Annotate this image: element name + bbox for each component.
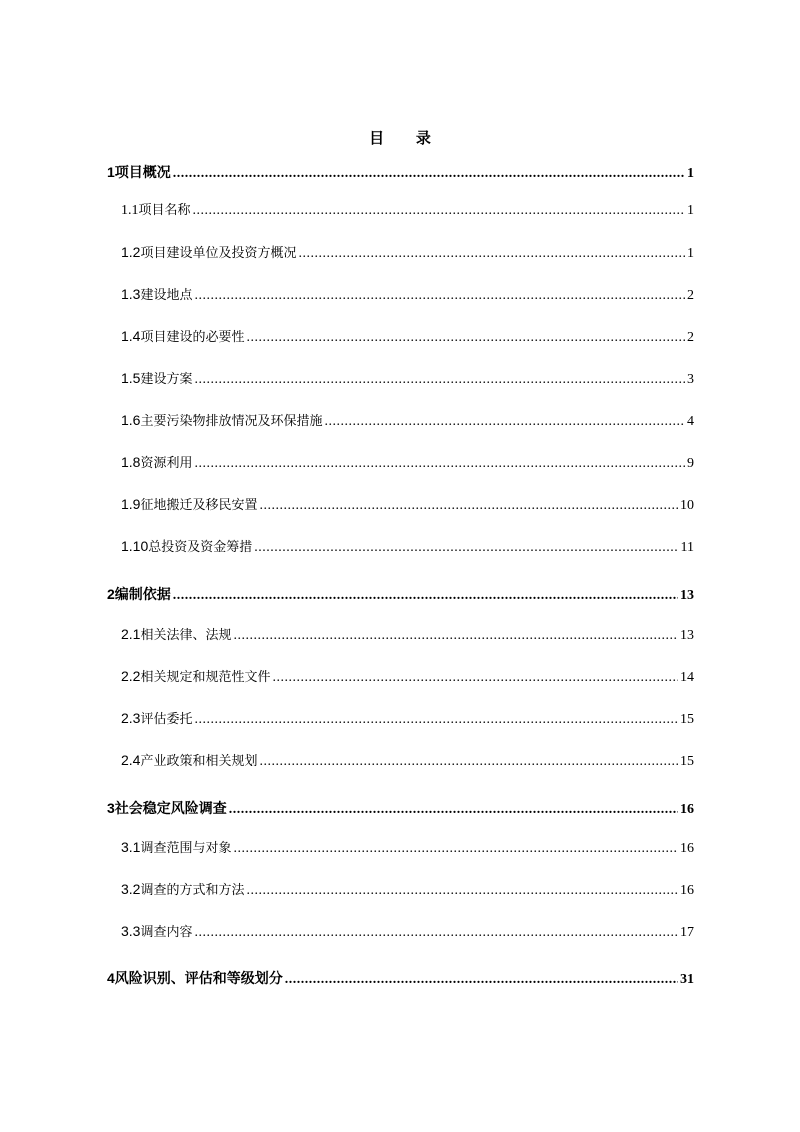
toc-entry-page: 16 <box>680 802 694 817</box>
toc-entry[interactable] <box>121 879 694 899</box>
toc-entry-page: 4 <box>687 414 694 429</box>
toc-entry-number: 1.10 <box>121 538 149 554</box>
toc-entry[interactable] <box>121 242 694 262</box>
toc-entry[interactable] <box>121 624 694 644</box>
toc-leader-dots <box>194 923 678 943</box>
toc-entry-page: 3 <box>687 372 694 387</box>
toc-leader-dots <box>298 244 685 264</box>
toc-entry[interactable] <box>121 750 694 770</box>
toc-entry[interactable] <box>121 410 694 430</box>
toc-entry-number: 1.6 <box>121 412 141 428</box>
toc-leader-dots <box>233 626 678 646</box>
toc-entry-number: 1.5 <box>121 370 141 386</box>
toc-entry[interactable] <box>121 201 694 221</box>
toc-entry-page: 15 <box>680 712 694 727</box>
toc-entry-label: 调查内容 <box>140 925 193 940</box>
toc-entry[interactable] <box>107 798 694 818</box>
toc-entry-page: 1 <box>687 166 694 181</box>
toc-entry[interactable] <box>107 968 694 988</box>
toc-entry-label: 调查的方式和方法 <box>140 883 245 898</box>
toc-entry-number: 3.1 <box>121 839 141 855</box>
toc-entry-number: 1.1 <box>121 203 139 218</box>
toc-entry-label: 调查范围与对象 <box>140 841 232 856</box>
toc-entry[interactable] <box>121 536 694 556</box>
toc-leader-dots <box>259 496 678 516</box>
toc-leader-dots <box>194 370 685 390</box>
toc-leader-dots <box>246 328 685 348</box>
toc-entry-page: 10 <box>680 498 694 513</box>
toc-entry[interactable] <box>121 452 694 472</box>
toc-entry-label: 风险识别、评估和等级划分 <box>114 971 283 987</box>
toc-leader-dots <box>194 454 685 474</box>
toc-entry-page: 13 <box>680 588 694 603</box>
toc-leader-dots <box>324 412 685 432</box>
toc-entry-number: 2.1 <box>121 626 141 642</box>
toc-entry[interactable] <box>121 921 694 941</box>
toc-entry-label: 评估委托 <box>140 712 193 727</box>
toc-entry-number: 1.4 <box>121 328 141 344</box>
toc-entry-page: 1 <box>687 203 694 218</box>
toc-entry[interactable] <box>121 326 694 346</box>
toc-entry[interactable] <box>107 584 694 604</box>
toc-leader-dots <box>233 839 678 859</box>
toc-entry-label: 项目建设单位及投资方概况 <box>140 246 297 261</box>
toc-entry[interactable] <box>121 666 694 686</box>
toc-entry-number: 1.2 <box>121 244 141 260</box>
toc-leader-dots <box>229 800 678 820</box>
toc-leader-dots <box>259 752 678 772</box>
toc-entry-number: 3.3 <box>121 923 141 939</box>
toc-entry-number: 1.3 <box>121 286 141 302</box>
toc-entry-label: 社会稳定风险调查 <box>114 801 227 817</box>
toc-leader-dots <box>173 586 678 606</box>
toc-entry-number: 2.4 <box>121 752 141 768</box>
toc-entry-number: 2.2 <box>121 668 141 684</box>
toc-entry[interactable] <box>121 494 694 514</box>
toc-entry-page: 9 <box>687 456 694 471</box>
toc-entry-number: 4 <box>107 970 115 986</box>
toc-leader-dots <box>285 970 678 990</box>
toc-entry-number: 1.8 <box>121 454 141 470</box>
toc-entry-label: 总投资及资金筹措 <box>148 540 253 555</box>
toc-entry-page: 14 <box>680 670 694 685</box>
toc-leader-dots <box>193 201 685 221</box>
toc-entry-number: 3 <box>107 800 115 816</box>
toc-entry-number: 3.2 <box>121 881 141 897</box>
toc-entry-label: 相关法律、法规 <box>140 628 232 643</box>
toc-entry-label: 建设地点 <box>140 288 193 303</box>
toc-entry-label: 征地搬迁及移民安置 <box>140 498 258 513</box>
toc-entry-number: 2 <box>107 586 115 602</box>
toc-entry-label: 项目概况 <box>114 165 171 181</box>
toc-entry[interactable] <box>121 368 694 388</box>
toc-entry[interactable] <box>121 284 694 304</box>
toc-entry-page: 17 <box>680 925 694 940</box>
toc-entry-page: 11 <box>680 540 694 555</box>
toc-entry-page: 31 <box>680 972 694 987</box>
toc-entry[interactable] <box>121 837 694 857</box>
toc-entry-page: 2 <box>687 330 694 345</box>
toc-entry[interactable] <box>107 162 694 182</box>
toc-entry-page: 13 <box>680 628 694 643</box>
toc-entry-number: 1.9 <box>121 496 141 512</box>
toc-entry[interactable] <box>121 708 694 728</box>
toc-entry-page: 15 <box>680 754 694 769</box>
toc-entry-number: 2.3 <box>121 710 141 726</box>
toc-leader-dots <box>254 538 678 558</box>
toc-leader-dots <box>272 668 678 688</box>
toc-leader-dots <box>194 286 685 306</box>
toc-leader-dots <box>173 164 685 184</box>
toc-leader-dots <box>194 710 678 730</box>
toc-entry-label: 编制依据 <box>114 587 171 603</box>
toc-entry-label: 相关规定和规范性文件 <box>140 670 271 685</box>
toc-entry-number: 1 <box>107 164 115 180</box>
toc-title: 目 录 <box>369 131 445 147</box>
toc-entry-page: 16 <box>680 883 694 898</box>
toc-entry-label: 建设方案 <box>140 372 193 387</box>
toc-entry-label: 主要污染物排放情况及环保措施 <box>140 414 323 429</box>
toc-entry-label: 产业政策和相关规划 <box>140 754 258 769</box>
toc-entry-label: 项目名称 <box>138 203 191 218</box>
toc-entry-page: 2 <box>687 288 694 303</box>
toc-entry-label: 资源利用 <box>140 456 193 471</box>
toc-entry-page: 16 <box>680 841 694 856</box>
toc-entry-page: 1 <box>687 246 694 261</box>
toc-leader-dots <box>246 881 678 901</box>
toc-entry-label: 项目建设的必要性 <box>140 330 245 345</box>
